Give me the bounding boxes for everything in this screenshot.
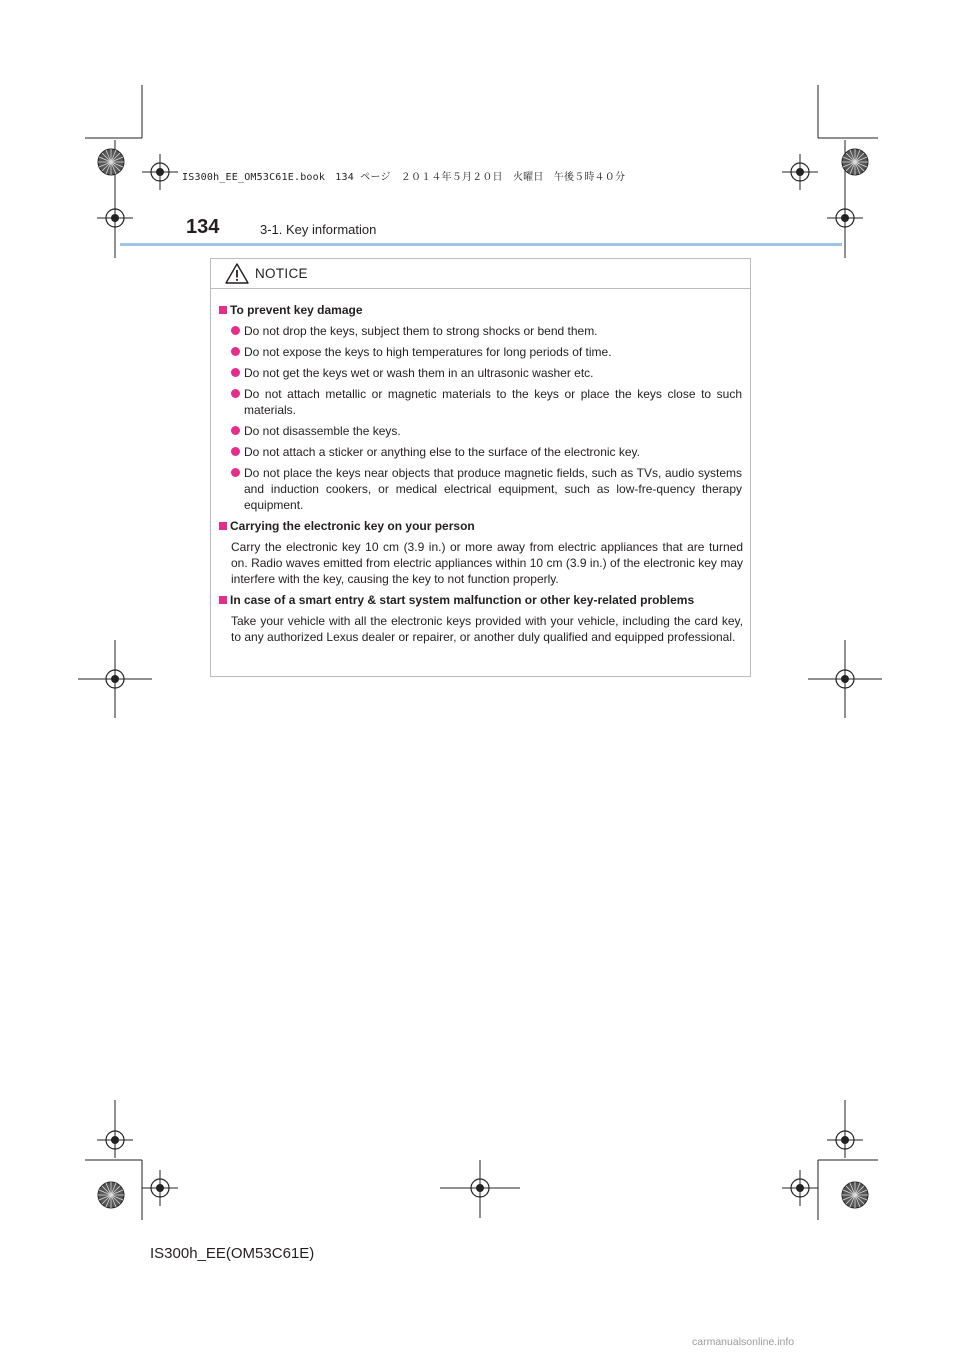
square-bullet-icon — [219, 596, 227, 604]
section-title: 3-1. Key information — [260, 222, 377, 237]
watermark: carmanualsonline.info — [692, 1336, 795, 1348]
dot-bullet-icon — [231, 389, 240, 398]
list-item: Do not expose the keys to high temperatures for long periods of time. — [231, 344, 742, 360]
list-item: Do not drop the keys, subject them to strong shocks or bend them. — [231, 323, 742, 339]
list-item: Do not attach metallic or magnetic materials to the keys or place the keys close to such materials. — [231, 386, 742, 418]
notice-box — [210, 258, 751, 677]
dot-bullet-icon — [231, 426, 240, 435]
dot-bullet-icon — [231, 368, 240, 377]
dot-bullet-icon — [231, 347, 240, 356]
page-number: 134 — [186, 216, 220, 238]
header-rule — [120, 243, 842, 246]
book-file-header: IS300h_EE_OM53C61E.book 134 ページ ２０１４年５月２０日 火曜日 午後５時４０分 — [182, 172, 626, 183]
list-item: Do not place the keys near objects that produce magnetic fields, such as TVs, audio systems and induction cookers, or medical electrical equipment, such as low-fre-quency therapy equipment. — [231, 465, 742, 513]
section-heading: In case of a smart entry & start system malfunction or other key-related problems — [219, 592, 742, 608]
list-item: Do not get the keys wet or wash them in an ultrasonic washer etc. — [231, 365, 742, 381]
notice-title: NOTICE — [255, 266, 308, 281]
section-paragraph: Carry the electronic key 10 cm (3.9 in.) or more away from electric appliances that are turned on. Radio waves emitted from electric appliances within 10 cm (3.9 in.) of the electronic key may interfere with the key, causing the key to not function properly. — [231, 540, 743, 586]
square-bullet-icon — [219, 522, 227, 530]
warning-triangle-icon — [225, 263, 249, 284]
notice-header — [211, 259, 750, 289]
section-heading: To prevent key damage — [219, 302, 742, 318]
square-bullet-icon — [219, 306, 227, 314]
list-item: Do not attach a sticker or anything else to the surface of the electronic key. — [231, 444, 742, 460]
notice-body — [211, 289, 750, 645]
dot-bullet-icon — [231, 468, 240, 477]
section-heading: Carrying the electronic key on your person — [219, 518, 742, 534]
dot-bullet-icon — [231, 326, 240, 335]
list-item: Do not disassemble the keys. — [231, 423, 742, 439]
dot-bullet-icon — [231, 447, 240, 456]
footer-model-code: IS300h_EE(OM53C61E) — [150, 1245, 315, 1262]
section-paragraph: Take your vehicle with all the electronic keys provided with your vehicle, including the card key, to any authorized Lexus dealer or repairer, or another duly qualified and equipped professional. — [231, 614, 743, 644]
